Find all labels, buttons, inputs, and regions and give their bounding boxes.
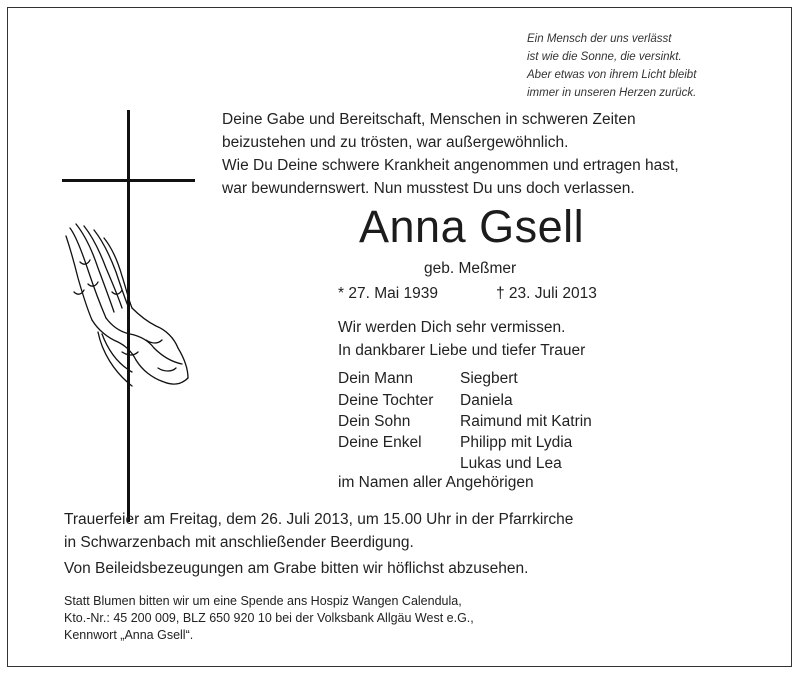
funeral-info (64, 508, 573, 554)
cross-icon-bar (62, 179, 195, 182)
mourning-text (338, 316, 585, 362)
intro-line: war bewundernswert. Nun musstest Du uns doch verlassen. (222, 180, 635, 197)
family-relation: Deine Tochter (338, 392, 434, 409)
condolences-note: Von Beileidsbezeugungen am Grabe bitten wir höflichst abzusehen. (64, 560, 529, 577)
intro-line: Deine Gabe und Bereitschaft, Menschen in schweren Zeiten (222, 111, 636, 128)
deceased-name: Anna Gsell (359, 201, 585, 252)
intro-line: Wie Du Deine schwere Krankheit angenommen und ertragen hast, (222, 157, 679, 174)
poem-line: ist wie die Sonne, die versinkt. (527, 51, 682, 63)
funeral-line: in Schwarzenbach mit anschließender Beerdigung. (64, 534, 414, 551)
poem-line: Ein Mensch der uns verlässt (527, 33, 672, 45)
poem-line: immer in unseren Herzen zurück. (527, 87, 697, 99)
intro-line: beizustehen und zu trösten, war außergewöhnlich. (222, 134, 569, 151)
poem-line: Aber etwas von ihrem Licht bleibt (527, 69, 697, 81)
closing-line: im Namen aller Angehörigen (338, 474, 534, 491)
praying-hands-icon (62, 222, 192, 392)
family-names: Lukas und Lea (460, 455, 562, 472)
poem-quote (527, 30, 696, 102)
family-names: Philipp mit Lydia (460, 434, 573, 451)
funeral-line: Trauerfeier am Freitag, dem 26. Juli 2013, um 15.00 Uhr in der Pfarrkirche (64, 511, 574, 528)
family-relation: Dein Sohn (338, 413, 411, 430)
family-names: Raimund mit Katrin (460, 413, 592, 430)
mourning-line: In dankbarer Liebe und tiefer Trauer (338, 342, 586, 359)
family-names: Siegbert (460, 370, 518, 387)
family-names: Daniela (460, 392, 513, 409)
maiden-name: geb. Meßmer (424, 260, 517, 277)
family-relation: Dein Mann (338, 370, 413, 387)
mourning-line: Wir werden Dich sehr vermissen. (338, 319, 566, 336)
death-date: † 23. Juli 2013 (496, 285, 597, 302)
intro-text (222, 108, 679, 200)
birth-date: * 27. Mai 1939 (338, 285, 438, 302)
donation-line: Kto.-Nr.: 45 200 009, BLZ 650 920 10 bei der Volksbank Allgäu West e.G., (64, 611, 474, 625)
donation-line: Statt Blumen bitten wir um eine Spende ans Hospiz Wangen Calendula, (64, 594, 462, 608)
donation-line: Kennwort „Anna Gsell“. (64, 628, 194, 642)
donation-note (64, 593, 474, 644)
family-relation: Deine Enkel (338, 434, 422, 451)
